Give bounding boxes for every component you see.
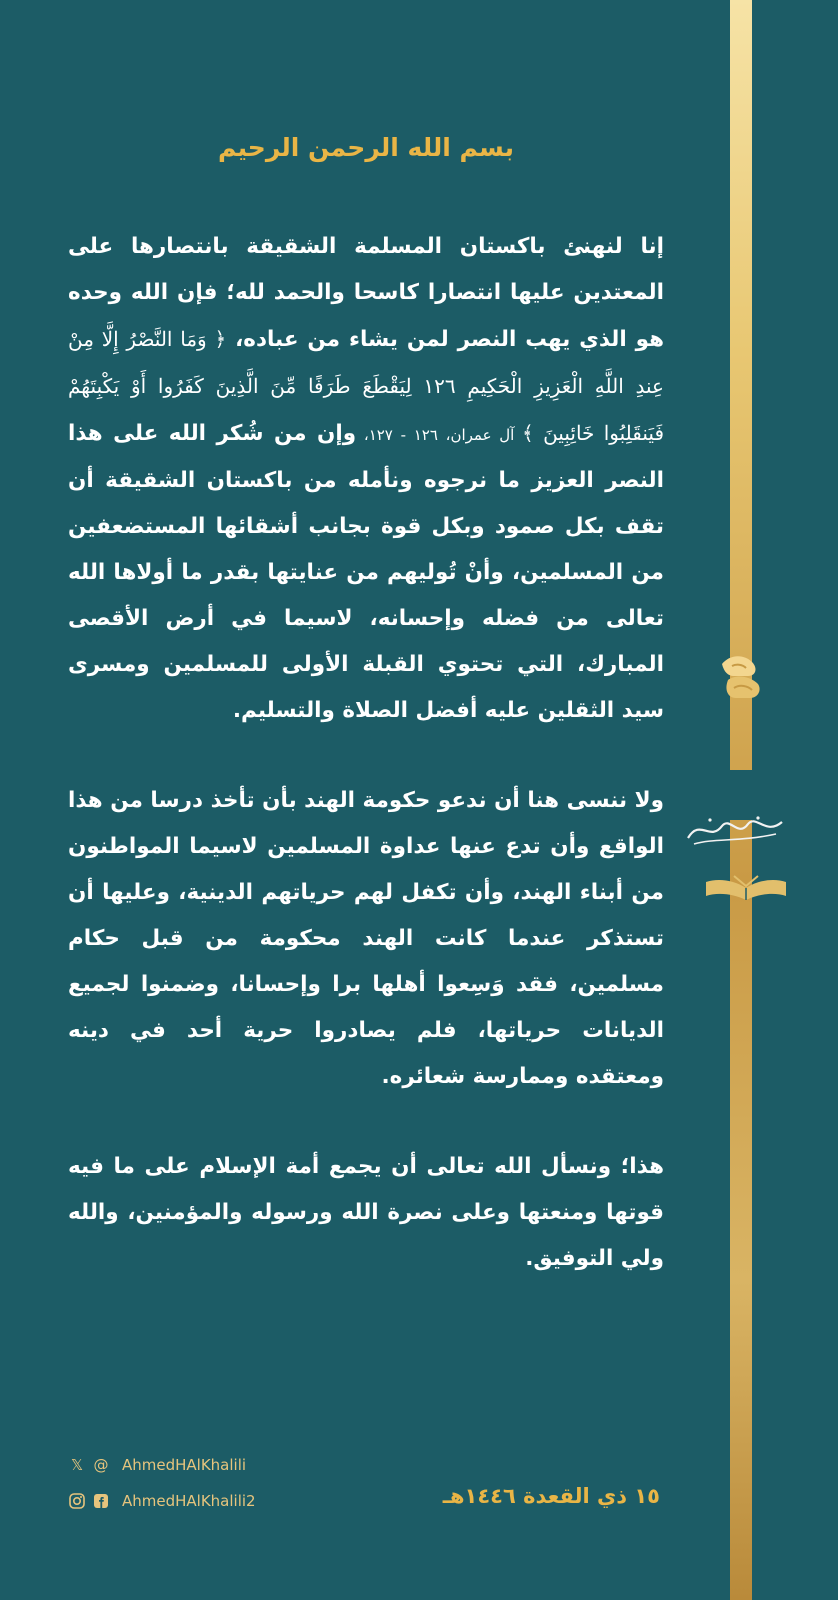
handle-primary[interactable]: AhmedHAlKhalili <box>122 1456 247 1474</box>
hijri-date: ١٥ ذي القعدة ١٤٤٦هـ <box>442 1484 660 1508</box>
verse-citation: آل عمران، ١٢٦ - ١٢٧، <box>356 426 523 444</box>
signature-image <box>680 808 790 852</box>
social-handles <box>68 1452 256 1524</box>
facebook-icon[interactable] <box>92 1492 110 1510</box>
hands-holding-icon <box>718 650 764 708</box>
social-row-2 <box>68 1488 256 1514</box>
paragraph-closing: هذا؛ ونسأل الله تعالى أن يجمع أمة الإسلام على ما فيه قوتها ومنعتها وعلى نصرة الله ورسوله والمؤمنين، والله ولي التوفيق. <box>68 1154 664 1271</box>
instagram-icon[interactable] <box>68 1492 86 1510</box>
threads-icon[interactable]: @ <box>93 1456 109 1474</box>
social-row-1 <box>68 1452 256 1478</box>
paragraph-text: إنا لنهنئ باكستان المسلمة الشقيقة بانتصارها على المعتدين عليها انتصارا كاسحا والحمد لله؛ فإن الله وحده هو الذي يهب النصر لمن يشاء من عباده، <box>68 234 665 352</box>
paragraph-india: ولا ننسى هنا أن ندعو حكومة الهند بأن تأخذ درسا من هذا الواقع وأن تدع عنها عداوة المسلمين لاسيما المواطنون من أبناء الهند، وأن تكفل لهم حرياتهم الدينية، وعليها أن تستذكر عندما كانت الهند محكومة من قبل حكام مسلمين، فقد وَسِعوا أهلها برا وإحسانا، وضمنوا لجميع الديانات حرياتها، فلم يصادروا حرية أحد في دينه ومعتقده وممارسة شعائره. <box>68 788 664 1089</box>
x-icon[interactable]: 𝕏 <box>70 1456 84 1474</box>
handle-secondary[interactable]: AhmedHAlKhalili2 <box>122 1492 256 1510</box>
paragraph-congratulation <box>68 224 664 734</box>
open-book-icon <box>704 868 788 902</box>
paragraph-text: وإن من شُكر الله على هذا النصر العزيز ما نرجوه ونأمله من باكستان الشقيقة أن تقف بكل صمود وبكل قوة بجانب أشقائها المستضعفين من المسلمين، وأنْ تُوليهم من عنايتها بقدر ما أولاها الله تعالى من فضله وإحسانه، لاسيما في أرض الأقصى المبارك، التي تحتوي القبلة الأولى للمسلمين ومسرى سيد الثقلين عليه أفضل الصلاة والتسليم. <box>68 421 664 723</box>
statement-body <box>68 128 664 1282</box>
quran-verse: ﴿ وَمَا النَّصْرُ إِلَّا مِنْ عِندِ اللَّهِ الْعَزِيزِ الْحَكِيمِ ١٢٦ لِيَقْطَعَ طَرَفًا مِّنَ الَّذِينَ كَفَرُوا أَوْ يَكْبِتَهُمْ فَيَنقَلِبُوا خَائِبِينَ ﴾ <box>68 327 664 445</box>
basmala-heading: بسم الله الرحمن الرحيم <box>218 133 514 162</box>
